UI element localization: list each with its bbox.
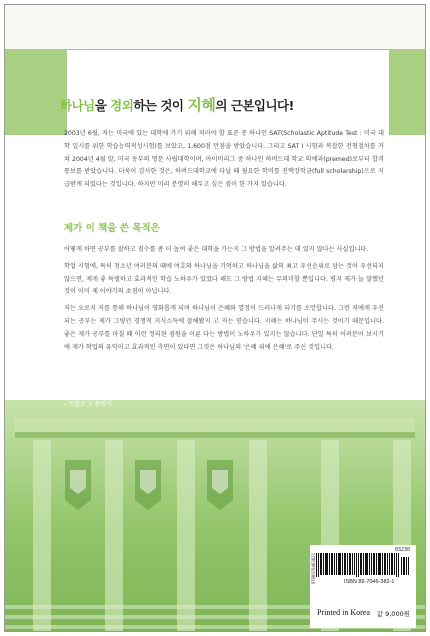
green-panel-left xyxy=(5,49,67,135)
paragraph-3: 저는 오로지 저를 통해 하나님이 영화롭게 되며 하나님이 은혜와 열정이 드러나게 되기를 소망합니다. 그런 저에게 우선되는 공부는 제가 그렇던 경쟁적 지식소득에 잘해봤지 고 저는 믿습니다. 지혜는 하나님이 주시는 것이기 때문입니다. 좋은 제가 공부를 마칠 때 이런 정리된 점원을 이룬 다는 방법이 노하우가 있지는 않습니다. 단일 특히 어려분이 보시기에 제가 학업의 유익이고 효과적인 측면이 있다면 그것은 하나님의 '은혜 위에 은혜'로 주신 것입니다. xyxy=(64,305,384,351)
barcode-add-on-number: 03230 xyxy=(394,547,410,553)
headline xyxy=(60,94,400,115)
paragraph-1: 어떻게 하면 공부를 잘하고 점수를 좀 더 높여 좋은 대학을 가는지 그 방법을 알려주는 데 있지 않다는 사실입니다. xyxy=(64,246,369,253)
headline-part-2: 을 xyxy=(94,98,111,113)
section-title: 제가 이 책을 쓴 목적은 xyxy=(64,223,160,234)
top-band xyxy=(5,5,425,50)
headline-part-6: 의 근본입니다! xyxy=(215,98,294,113)
intro-paragraph: 2003년 6월, 저는 미국에 있는 대학에 가기 위해 치러야 할 표준 중 하나인 SAT(Scholastic Aptitude Test : 미국 대학 입시를 위한 학습능력적성시험)를 보았고, 1,600점 만점을 받았습니다. 그리고 SAT I 시험과 복잡한 전형절차를 거쳐 2004년 4월 말, 미국 동부의 명문 사립대학이며, 아이비리그 중 하나인 하버드대 학교 의예과(premed)로부터 합격 통보를 받았습니다. 더욱이 감사한 것은, 하버드대학교에 다닐 때 필요한 학비를 전액장학금(full scholarship)으로 지급받게 되었다는 것입니다. 하지만 미리 분명히 해두고 싶은 점이 한 가지 있습니다. xyxy=(64,130,384,189)
isbn-number: ISBN 89-7046-382-1 xyxy=(344,579,395,585)
paragraph-2: 학업 시험에, 특히 청소년 여러분의 때에 여호와 하나님을 기억하고 하나님을 삶의 최고 우선순위로 삼는 것이 우선되지 않으면, 제게 좋 특별하고 효과적인 학습 노하우가 있었다 해도 그 방법 지혜는 무의미할 뿐입니다. 평지 제가 늘 말했던 것이 이미 제 이야기의 초점이 아닙니다. xyxy=(64,262,384,296)
price-label: 값 9,000원 xyxy=(376,610,410,618)
signature: - 프롤로그 중에서 xyxy=(64,400,113,408)
headline-part-wisdom: 지혜 xyxy=(187,96,216,114)
headline-part-god: 하나님 xyxy=(60,98,95,113)
green-panel-right xyxy=(389,49,425,135)
paragraph-4: 이제서 지금부터, 정리하는 과정, 이야기와 나름대로 터득한 공부법 (학습법) 이야기는 제게 주신 하나님의 선물입을 기억 바랍니다. 제가 하나님께 받은 것을 여러분과 함께 나누려고 합니다. 이 책의 내용이 사람과는 축복과 믿음의 부담을 주께서 조금이라도 도움이 되기를 바랍니다. xyxy=(64,360,384,393)
headline-part-fear: 경외 xyxy=(110,98,134,113)
barcode-panel xyxy=(310,545,416,628)
barcode-vertical-number: 9788970463821 xyxy=(311,553,316,585)
printed-in-korea: Printed in Korea xyxy=(317,608,370,617)
headline-part-4: 하는 것이 xyxy=(133,98,188,113)
body-text xyxy=(64,244,384,412)
barcode-icon xyxy=(316,553,410,577)
